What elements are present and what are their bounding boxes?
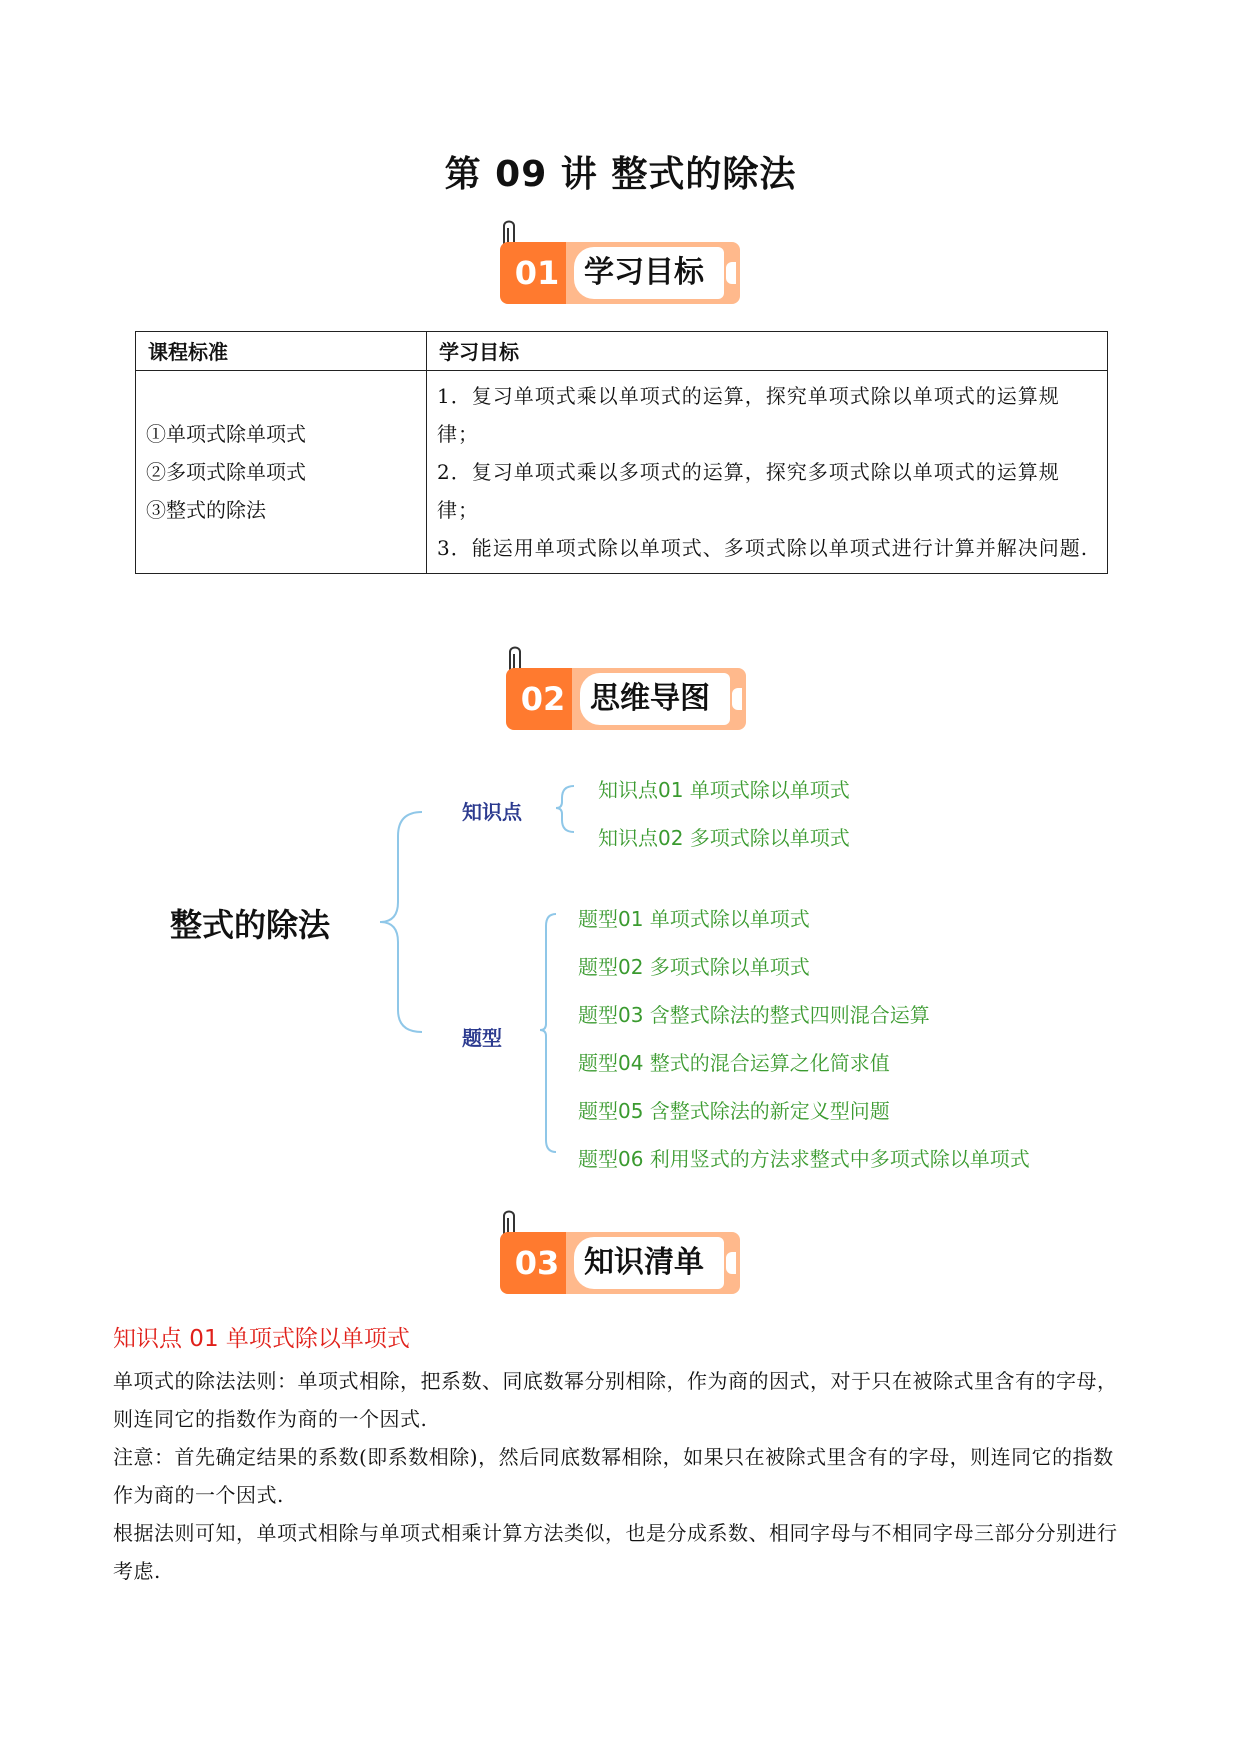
knowledge-item: 知识点01 单项式除以单项式: [598, 778, 850, 802]
type-item: 题型03 含整式除法的整式四则混合运算: [578, 1003, 930, 1027]
knowledge-paragraph: 注意：首先确定结果的系数(即系数相除)，然后同底数幂相除，如果只在被除式里含有的字母，则连同它的指数作为商的一个因式.: [113, 1445, 1114, 1507]
type-item: 题型05 含整式除法的新定义型问题: [578, 1099, 890, 1123]
section-label: 思维导图: [580, 673, 730, 725]
objective-item: 1．复习单项式乘以单项式的运算，探究单项式除以单项式的运算规律；: [437, 384, 1060, 446]
knowledge-item: 知识点02 多项式除以单项式: [598, 826, 850, 850]
header-standard: 课程标准: [136, 332, 427, 371]
section-label: 知识清单: [574, 1237, 724, 1289]
knowledge-paragraph: 根据法则可知，单项式相除与单项式相乘计算方法类似，也是分成系数、相同字母与不相同字母三部分分别进行考虑.: [113, 1521, 1118, 1583]
section-number: 03: [500, 1232, 574, 1294]
section-badge-03: [500, 1232, 740, 1294]
section-label: 学习目标: [574, 247, 724, 299]
standard-item: ③整式的除法: [146, 498, 266, 522]
standard-item: ②多项式除单项式: [146, 460, 306, 484]
branch-label-knowledge: 知识点: [462, 800, 522, 824]
knowledge-heading: 知识点 01 单项式除以单项式: [113, 1326, 410, 1352]
objective-item: 2．复习单项式乘以多项式的运算，探究多项式除以单项式的运算规律；: [437, 460, 1060, 522]
type-item: 题型06 利用竖式的方法求整式中多项式除以单项式: [578, 1147, 1030, 1171]
header-objective: 学习目标: [427, 332, 1108, 371]
mind-map-root: 整式的除法: [170, 906, 331, 944]
section-number: 02: [506, 668, 580, 730]
branch-label-types: 题型: [462, 1026, 502, 1050]
page-title: 第 09 讲 整式的除法: [444, 154, 797, 195]
type-item: 题型02 多项式除以单项式: [578, 955, 810, 979]
type-item: 题型04 整式的混合运算之化简求值: [578, 1051, 890, 1075]
objective-item: 3．能运用单项式除以单项式、多项式除以单项式进行计算并解决问题.: [437, 536, 1089, 560]
type-item: 题型01 单项式除以单项式: [578, 907, 810, 931]
knowledge-paragraph: 单项式的除法法则：单项式相除，把系数、同底数幂分别相除，作为商的因式，对于只在被除式里含有的字母，则连同它的指数作为商的一个因式.: [113, 1369, 1118, 1431]
standard-item: ①单项式除单项式: [146, 422, 306, 446]
section-number: 01: [500, 242, 574, 304]
